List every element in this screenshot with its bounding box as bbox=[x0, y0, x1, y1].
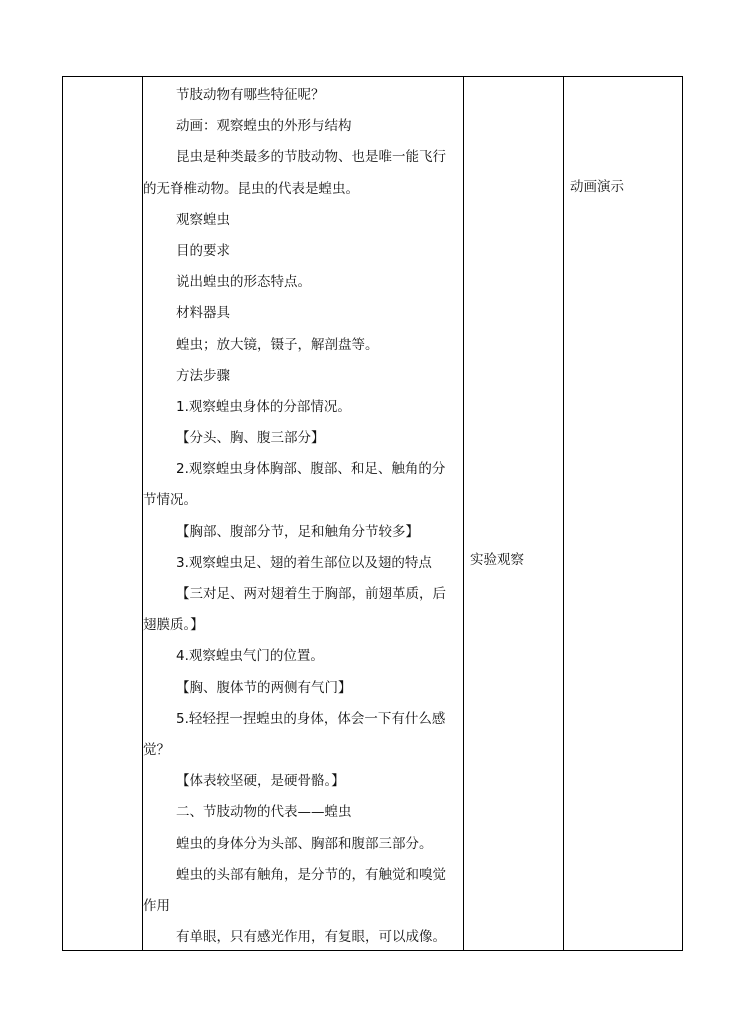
content-line: 蝗虫；放大镜，镊子，解剖盘等。 bbox=[176, 336, 379, 353]
design-intent-cell: 动画演示 bbox=[570, 179, 624, 195]
content-line: 材料器具 bbox=[176, 305, 230, 322]
content-line: 说出蝗虫的形态特点。 bbox=[176, 274, 311, 291]
content-line: 有单眼，只有感光作用，有复眼，可以成像。 bbox=[176, 929, 446, 946]
content-line: 【三对足、两对翅着生于胸部，前翅革质，后 bbox=[176, 586, 446, 602]
student-activity-cell: 实验观察 bbox=[470, 552, 524, 568]
content-line: 方法步骤 bbox=[176, 367, 230, 384]
content-line: 觉？ bbox=[143, 741, 170, 758]
content-line: 动画：观察蝗虫的外形与结构 bbox=[176, 118, 352, 135]
content-line: 观察蝗虫 bbox=[176, 211, 230, 228]
content-line: 5.轻轻捏一捏蝗虫的身体，体会一下有什么感 bbox=[176, 710, 446, 727]
content-line: 【胸、腹体节的两侧有气门】 bbox=[176, 679, 352, 696]
content-line: 【分头、胸、腹三部分】 bbox=[176, 430, 325, 447]
content-line: 1.观察蝗虫身体的分部情况。 bbox=[176, 398, 351, 415]
content-line: 3.观察蝗虫足、翅的着生部位以及翅的特点 bbox=[176, 554, 432, 571]
content-line: 的无脊椎动物。昆虫的代表是蝗虫。 bbox=[143, 180, 359, 197]
content-line: 作用 bbox=[143, 897, 170, 914]
content-line: 2.观察蝗虫身体胸部、腹部、和足、触角的分 bbox=[176, 461, 446, 478]
content-line: 二、节肢动物的代表——蝗虫 bbox=[176, 804, 352, 821]
column-divider-3 bbox=[563, 77, 564, 950]
content-line: 节肢动物有哪些特征呢？ bbox=[176, 87, 325, 103]
column-divider-2 bbox=[463, 77, 464, 950]
content-line: 【体表较坚硬，是硬骨骼。】 bbox=[176, 773, 345, 790]
teaching-content bbox=[143, 80, 461, 953]
content-line: 蝗虫的头部有触角，是分节的，有触觉和嗅觉 bbox=[176, 866, 446, 883]
content-line: 【胸部、腹部分节，足和触角分节较多】 bbox=[176, 523, 419, 540]
content-line: 节情况。 bbox=[143, 492, 197, 509]
content-line: 昆虫是种类最多的节肢动物、也是唯一能飞行 bbox=[176, 149, 446, 166]
content-line: 4.观察蝗虫气门的位置。 bbox=[176, 648, 324, 665]
content-line: 蝗虫的身体分为头部、胸部和腹部三部分。 bbox=[176, 835, 433, 852]
content-line: 翅膜质。】 bbox=[143, 617, 204, 634]
content-line: 目的要求 bbox=[176, 242, 230, 259]
